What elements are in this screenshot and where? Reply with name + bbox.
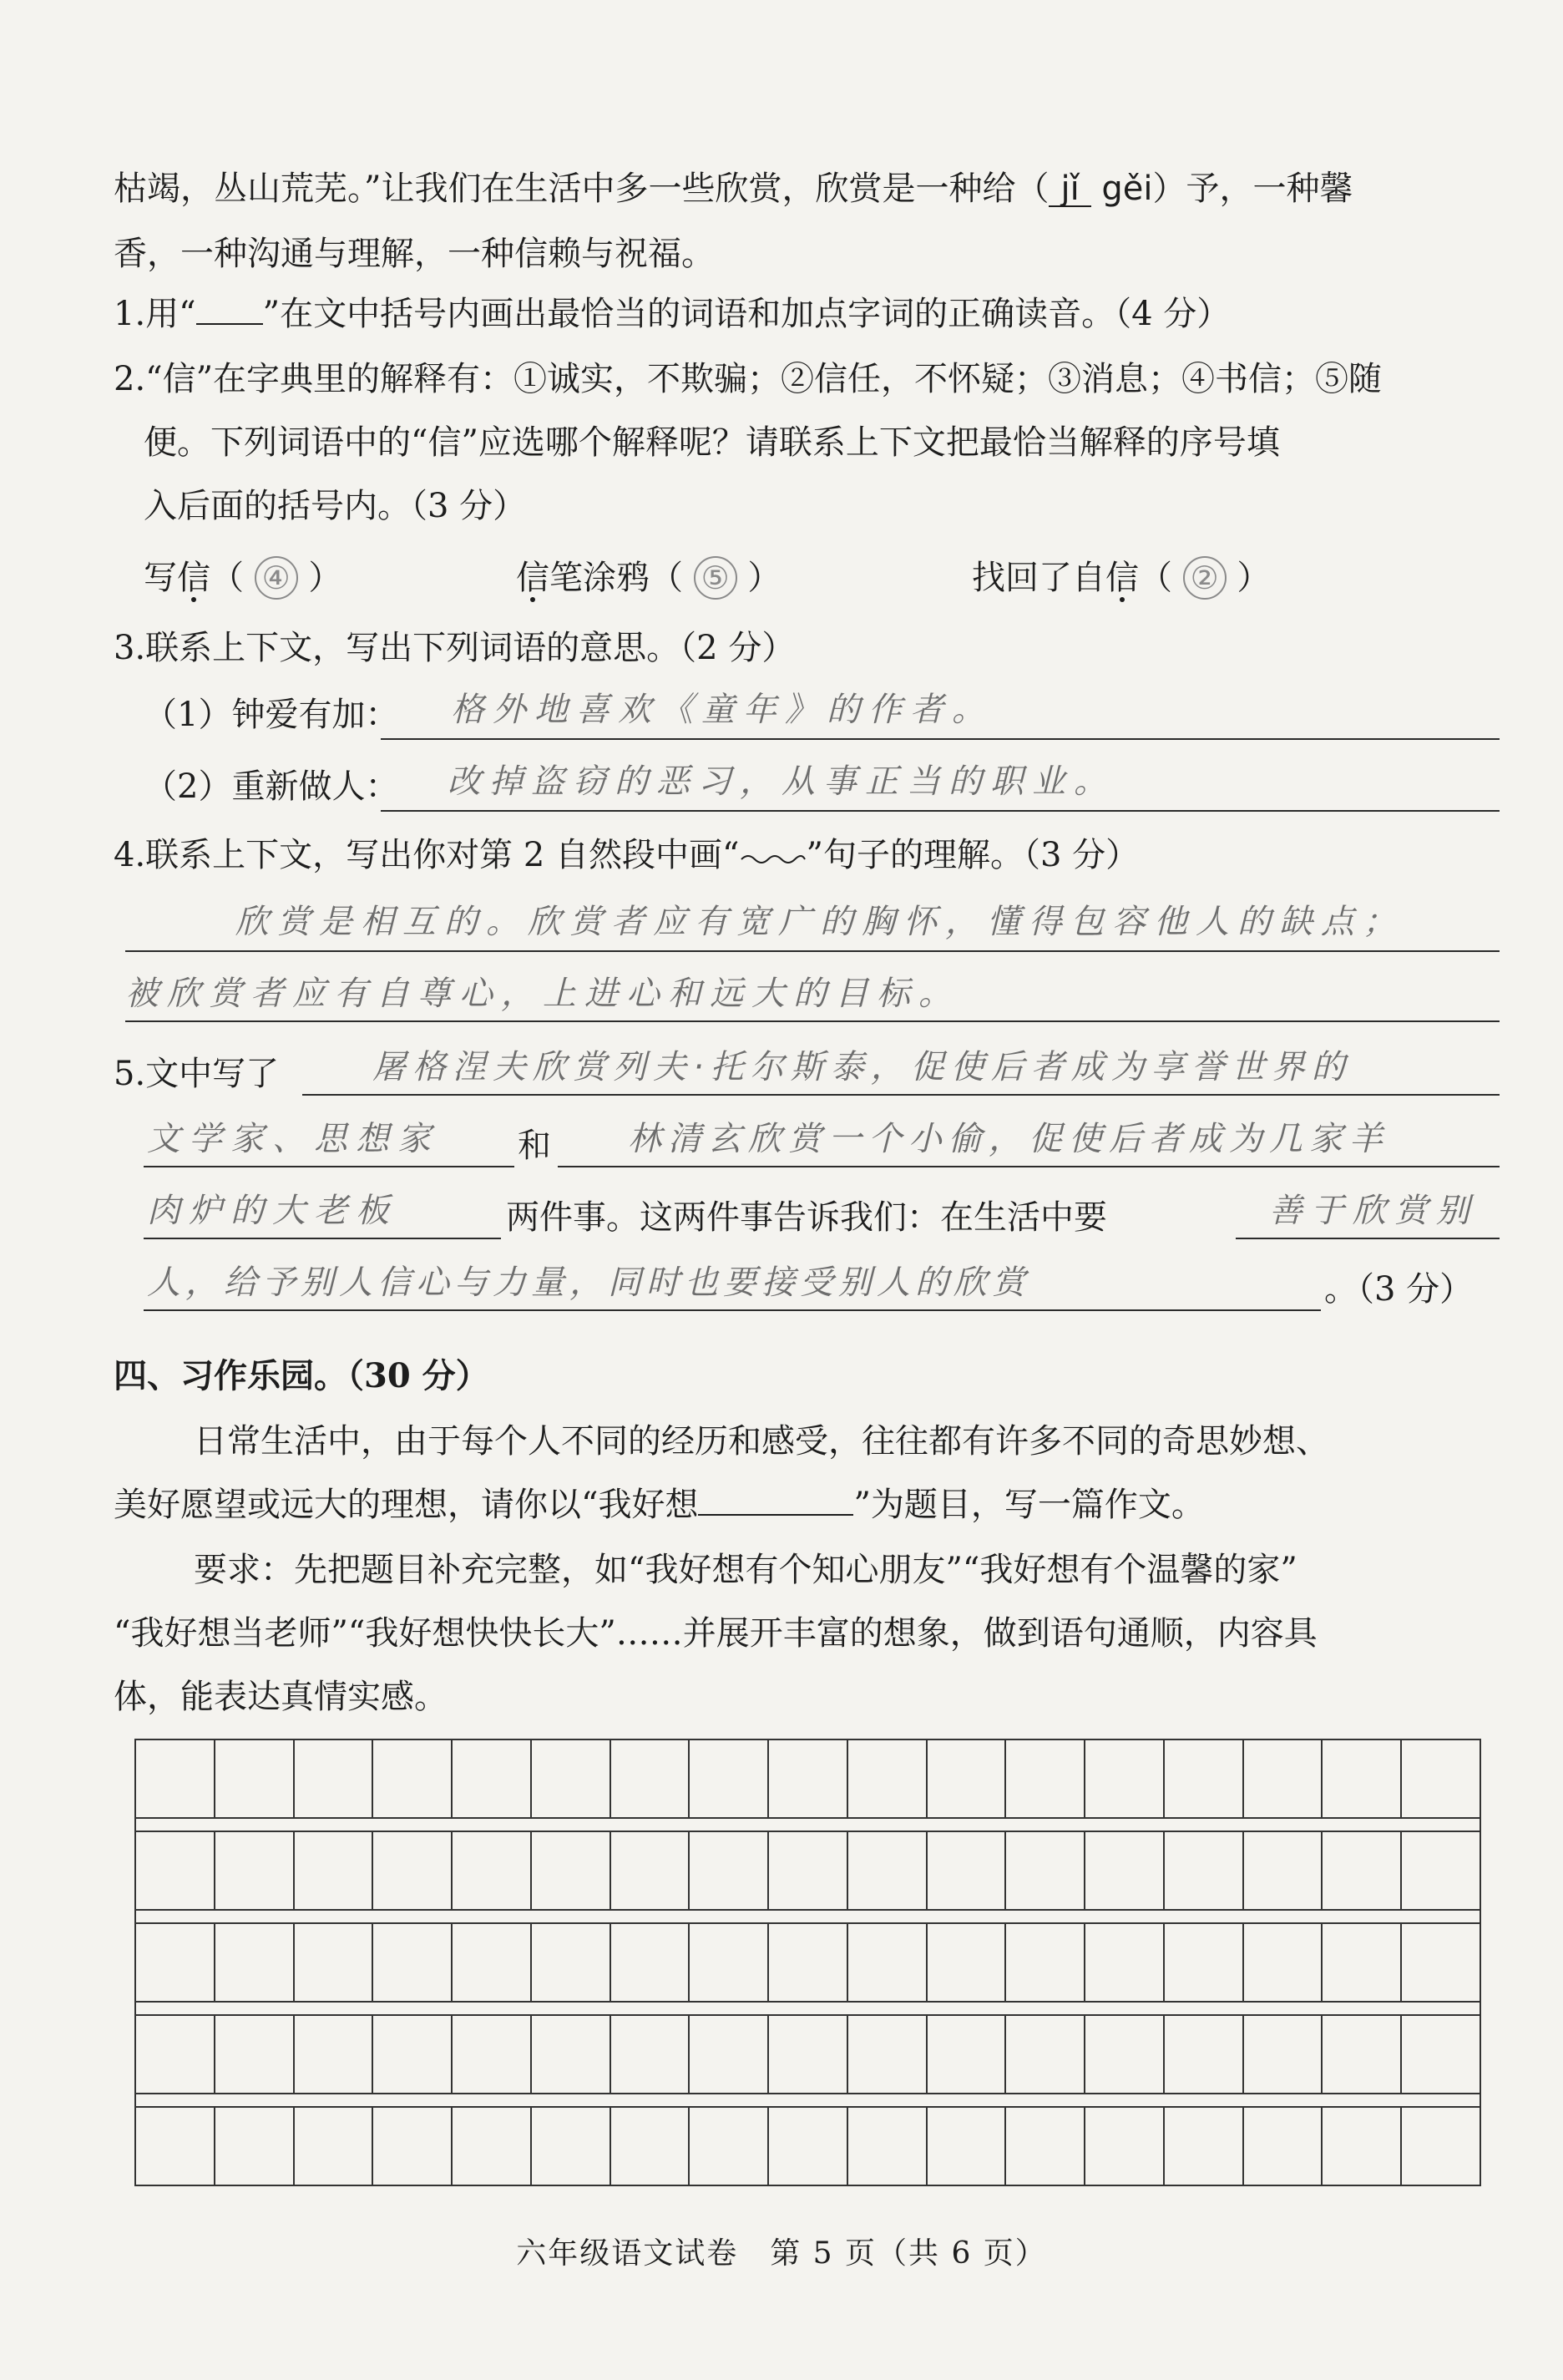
passage-line-1 xyxy=(114,165,1353,212)
question-4-title xyxy=(114,832,1139,879)
pinyin-answer: jǐ xyxy=(1049,172,1090,207)
q1-text-a: 1.用“ xyxy=(114,295,196,333)
q3-item-1-label: （1）钟爱有加： xyxy=(144,696,399,734)
page-footer: 六年级语文试卷 第 5 页（共 6 页） xyxy=(516,2236,1047,2271)
q4-text-b: ”句子的理解。（3 分） xyxy=(806,836,1140,874)
grid-cell[interactable] xyxy=(1402,1924,1480,2001)
grid-cell[interactable] xyxy=(1402,1740,1480,1817)
grid-cell[interactable] xyxy=(611,2016,690,2093)
grid-cell[interactable] xyxy=(1323,2108,1402,2185)
grid-cell[interactable] xyxy=(769,1832,848,1909)
q5-answer-2a: 林清玄欣赏一个小偷，促使后者成为几家羊 xyxy=(628,1120,1389,1158)
q3-item-2-label: （2）重新做人： xyxy=(144,767,399,806)
answer-underline xyxy=(1236,1238,1500,1239)
grid-cell[interactable] xyxy=(215,2108,295,2185)
q5-answer-1b: 文学家、思想家 xyxy=(147,1120,439,1158)
grid-cell[interactable] xyxy=(215,2016,295,2093)
wavy-underline-icon xyxy=(740,849,807,866)
grid-cell[interactable] xyxy=(1244,2016,1323,2093)
grid-cell[interactable] xyxy=(215,1740,295,1817)
grid-cell[interactable] xyxy=(1402,2108,1480,2185)
answer-underline xyxy=(381,738,1500,740)
grid-cell[interactable] xyxy=(1085,1740,1165,1817)
title-blank xyxy=(698,1486,853,1516)
grid-cell[interactable] xyxy=(769,1924,848,2001)
grid-cell[interactable] xyxy=(928,1832,1007,1909)
question-2-line-2: 便。下列词语中的“信”应选哪个解释呢？请联系上下文把最恰当解释的序号填 xyxy=(144,423,1280,462)
q5-score: 。（3 分） xyxy=(1324,1270,1474,1309)
grid-cell[interactable] xyxy=(453,1924,532,2001)
grid-cell[interactable] xyxy=(848,2016,928,2093)
grid-row xyxy=(134,1831,1481,1911)
grid-cell[interactable] xyxy=(373,2108,453,2185)
grid-cell[interactable] xyxy=(1085,2016,1165,2093)
grid-cell[interactable] xyxy=(453,2108,532,2185)
section-4-requirement-2: “我好想当老师”“我好想快快长大”……并展开丰富的想象，做到语句通顺，内容具 xyxy=(114,1614,1318,1653)
grid-cell[interactable] xyxy=(532,1740,611,1817)
grid-cell[interactable] xyxy=(1244,1924,1323,2001)
grid-cell[interactable] xyxy=(373,1740,453,1817)
q2-item-answer: ⑤ xyxy=(694,556,737,600)
answer-underline xyxy=(558,1166,1500,1167)
grid-gap xyxy=(134,1911,1481,1922)
grid-cell[interactable] xyxy=(769,2016,848,2093)
q1-text-b: ”在文中括号内画出最恰当的词语和加点字词的正确读音。（4 分） xyxy=(262,295,1231,333)
grid-cell[interactable] xyxy=(1006,2016,1085,2093)
grid-cell[interactable] xyxy=(373,1832,453,1909)
grid-cell[interactable] xyxy=(928,2016,1007,2093)
q5-answer-3b: 人，给予别人信心与力量，同时也要接受别人的欣赏 xyxy=(147,1263,1030,1302)
grid-cell[interactable] xyxy=(769,2108,848,2185)
para2-text-a: 美好愿望或远大的理想，请你以“我好想 xyxy=(114,1486,699,1524)
grid-cell[interactable] xyxy=(1165,1924,1244,2001)
grid-cell[interactable] xyxy=(690,1924,769,2001)
grid-cell[interactable] xyxy=(928,1740,1007,1817)
q5-answer-2b: 肉炉的大老板 xyxy=(147,1192,397,1230)
grid-cell[interactable] xyxy=(1165,1832,1244,1909)
grid-cell[interactable] xyxy=(1006,1740,1085,1817)
passage-text: ）予，一种馨 xyxy=(1152,170,1353,208)
grid-cell[interactable] xyxy=(1006,2108,1085,2185)
q5-middle-text: 两件事。这两件事告诉我们：在生活中要 xyxy=(506,1198,1107,1237)
grid-cell[interactable] xyxy=(611,1740,690,1817)
answer-underline xyxy=(302,1094,1500,1096)
grid-row xyxy=(134,1739,1481,1819)
grid-cell[interactable] xyxy=(136,1740,215,1817)
grid-cell[interactable] xyxy=(1244,1832,1323,1909)
question-5-label: 5.文中写了 xyxy=(114,1055,280,1093)
question-1 xyxy=(114,291,1230,337)
section-4-para-1: 日常生活中，由于每个人不同的经历和感受，往往都有许多不同的奇思妙想、 xyxy=(194,1422,1329,1461)
q4-answer-line-1: 欣赏是相互的。欣赏者应有宽广的胸怀，懂得包容他人的缺点； xyxy=(235,903,1404,941)
section-4-heading: 四、习作乐园。（30 分） xyxy=(114,1356,489,1395)
q2-item-dotted-char: 信 xyxy=(516,559,549,597)
section-4-requirement-1: 要求：先把题目补充完整，如“我好想有个知心朋友”“我好想有个温馨的家” xyxy=(194,1551,1297,1589)
grid-cell[interactable] xyxy=(295,1740,374,1817)
grid-row xyxy=(134,2106,1481,2186)
grid-cell[interactable] xyxy=(373,1924,453,2001)
question-2-line-3: 入后面的括号内。（3 分） xyxy=(144,487,527,525)
grid-gap xyxy=(134,2003,1481,2014)
grid-cell[interactable] xyxy=(532,1924,611,2001)
grid-cell[interactable] xyxy=(1085,1832,1165,1909)
answer-underline xyxy=(144,1238,501,1239)
grid-cell[interactable] xyxy=(295,2016,374,2093)
q2-item-2: 信笔涂鸦（ ⑤ ） xyxy=(516,554,781,601)
grid-cell[interactable] xyxy=(136,1832,215,1909)
para2-text-b: ”为题目，写一篇作文。 xyxy=(853,1486,1205,1524)
q2-item-dotted-char: 信 xyxy=(1105,559,1139,597)
q4-text-a: 4.联系上下文，写出你对第 2 自然段中画“ xyxy=(114,836,740,874)
q2-item-3: 找回了自信（ ② ） xyxy=(972,554,1270,601)
grid-cell[interactable] xyxy=(215,1924,295,2001)
question-3-title: 3.联系上下文，写出下列词语的意思。（2 分） xyxy=(114,629,796,667)
grid-cell[interactable] xyxy=(1165,1740,1244,1817)
grid-cell[interactable] xyxy=(215,1832,295,1909)
grid-cell[interactable] xyxy=(1006,1832,1085,1909)
q4-answer-line-2: 被欣赏者应有自尊心，上进心和远大的目标。 xyxy=(125,975,960,1013)
grid-cell[interactable] xyxy=(532,2108,611,2185)
grid-cell[interactable] xyxy=(769,1740,848,1817)
grid-gap xyxy=(134,1819,1481,1831)
grid-cell[interactable] xyxy=(848,1832,928,1909)
q2-item-word: 找回了自 xyxy=(972,559,1105,597)
section-4-para-2 xyxy=(114,1481,1205,1528)
question-2-line-1: 2.“信”在字典里的解释有：①诚实，不欺骗；②信任，不怀疑；③消息；④书信；⑤随 xyxy=(114,360,1383,398)
grid-cell[interactable] xyxy=(453,1740,532,1817)
grid-cell[interactable] xyxy=(136,2016,215,2093)
answer-underline xyxy=(125,1020,1500,1022)
grid-cell[interactable] xyxy=(690,1740,769,1817)
grid-cell[interactable] xyxy=(1165,2108,1244,2185)
q2-item-answer: ② xyxy=(1183,556,1227,600)
grid-cell[interactable] xyxy=(1323,1740,1402,1817)
q2-item-dotted-char: 信 xyxy=(177,559,210,597)
grid-cell[interactable] xyxy=(690,2108,769,2185)
grid-cell[interactable] xyxy=(690,1832,769,1909)
grid-cell[interactable] xyxy=(453,1832,532,1909)
grid-cell[interactable] xyxy=(1323,2016,1402,2093)
answer-underline xyxy=(144,1309,1321,1311)
underline-sample xyxy=(196,295,263,325)
grid-cell[interactable] xyxy=(295,2108,374,2185)
grid-cell[interactable] xyxy=(532,2016,611,2093)
q5-and: 和 xyxy=(518,1127,551,1165)
passage-text: 枯竭，丛山荒芜。”让我们在生活中多一些欣赏，欣赏是一种给（ xyxy=(114,170,1050,208)
passage-line-2: 香，一种沟通与理解，一种信赖与祝福。 xyxy=(114,235,715,273)
q2-item-word: 笔涂鸦 xyxy=(549,559,650,597)
q5-answer-3a: 善于欣赏别 xyxy=(1269,1192,1478,1230)
grid-cell[interactable] xyxy=(848,1740,928,1817)
q3-item-2-answer: 改掉盗窃的恶习，从事正当的职业。 xyxy=(448,762,1115,801)
answer-underline xyxy=(125,950,1500,952)
grid-cell[interactable] xyxy=(136,2108,215,2185)
grid-cell[interactable] xyxy=(928,2108,1007,2185)
grid-cell[interactable] xyxy=(136,1924,215,2001)
grid-cell[interactable] xyxy=(690,2016,769,2093)
grid-cell[interactable] xyxy=(1402,1832,1480,1909)
grid-cell[interactable] xyxy=(611,2108,690,2185)
grid-row xyxy=(134,2014,1481,2094)
grid-gap xyxy=(134,2094,1481,2106)
q2-item-answer: ④ xyxy=(255,556,298,600)
grid-cell[interactable] xyxy=(532,1832,611,1909)
grid-cell[interactable] xyxy=(295,1832,374,1909)
grid-cell[interactable] xyxy=(1085,1924,1165,2001)
answer-underline xyxy=(381,810,1500,812)
grid-cell[interactable] xyxy=(295,1924,374,2001)
q3-item-1-answer: 格外地喜欢《童年》的作者。 xyxy=(451,691,994,729)
q2-item-word: 写 xyxy=(144,559,177,597)
grid-cell[interactable] xyxy=(1244,1740,1323,1817)
grid-cell[interactable] xyxy=(1085,2108,1165,2185)
grid-cell[interactable] xyxy=(373,2016,453,2093)
q2-item-1: 写信（ ④ ） xyxy=(144,554,341,601)
grid-cell[interactable] xyxy=(1165,2016,1244,2093)
grid-cell[interactable] xyxy=(1006,1924,1085,2001)
pinyin-option: gěi xyxy=(1101,170,1153,208)
grid-cell[interactable] xyxy=(848,1924,928,2001)
grid-cell[interactable] xyxy=(1244,2108,1323,2185)
grid-cell[interactable] xyxy=(928,1924,1007,2001)
grid-cell[interactable] xyxy=(453,2016,532,2093)
q5-answer-1a: 屠格涅夫欣赏列夫·托尔斯泰，促使后者成为享誉世界的 xyxy=(372,1048,1352,1086)
grid-cell[interactable] xyxy=(1323,1924,1402,2001)
grid-cell[interactable] xyxy=(1323,1832,1402,1909)
grid-cell[interactable] xyxy=(1402,2016,1480,2093)
grid-cell[interactable] xyxy=(848,2108,928,2185)
grid-cell[interactable] xyxy=(611,1832,690,1909)
grid-cell[interactable] xyxy=(611,1924,690,2001)
section-4-requirement-3: 体，能表达真情实感。 xyxy=(114,1678,448,1716)
grid-row xyxy=(134,1922,1481,2003)
answer-underline xyxy=(144,1166,514,1167)
